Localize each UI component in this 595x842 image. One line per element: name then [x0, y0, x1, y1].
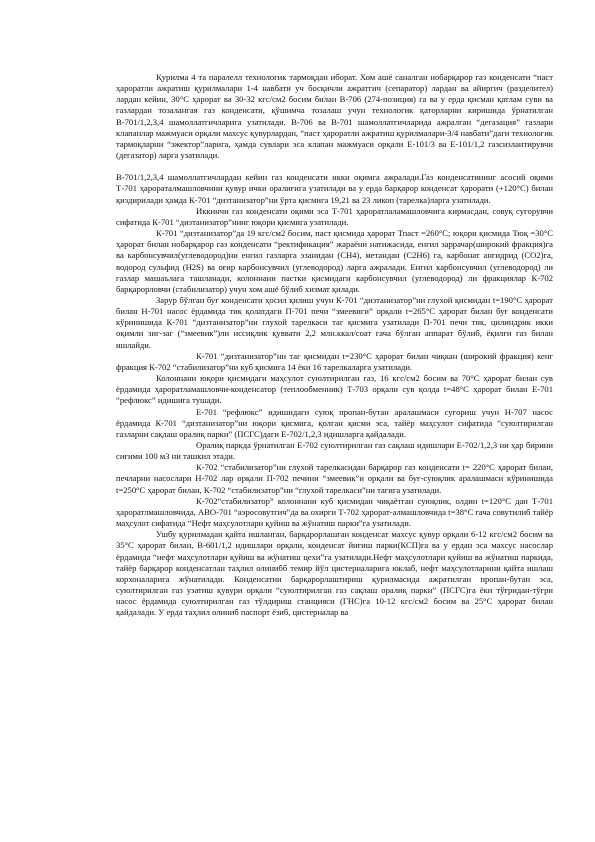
paragraph-12: Ушбу қурилмадан қайта ишланган, барқарорлашган конденсат махсус қувур орқали 6-12 кгс/см2 босим ва 35°С ҳарорат билан, В-601/1,2 идишлари орқали, конденсат йиғиш парки(КСП)га ва у ердан эса махсус насослар ёрдамида “нефт маҳсулотлари қуйиш ва жўнатиш цехи”га узатилади.Нефт маҳсулотлари қуйиш ва жўнатиш паркида, тайёр барқарор конденсатлан таҳлил олинибб темир йўл цистерналарига юклаб, нефт маҳсулотларини қайта ишлаш корхоналарига жўнатилади. Конденсатни барқарорлаштириш қурилмасида ажратилган пропан-бутан эса, суюлтирилган газ узатиш қувури орқали “суюлтирилган газ сақлаш оралиқ парки” (ПСГС)га ёки тўғридан-тўғри насос ёрдамида суюлтирилган газ тўлдириш станцияси (ГНС)га 10-12 кгс/см2 босим ва 25°С ҳарорат билан қайдалади. У ерда таҳлил олиниб паспорт ёзиб, цистерналар ва: [116, 529, 553, 618]
paragraph-3: Иккинчи газ конденсати оқими эса Т-701 ҳароратлаламашловчига кирмасдан, совуқ суғорувчи сифатида К-701 “дизтанизатор”нинг юқори қисмига узатилади.: [116, 205, 553, 227]
paragraph-7: Колоннани юқори қисмидаги маҳсулот суюлтирилган газ, 16 кгс/см2 босим ва 70°С ҳарорат билан сув ёрдамида ҳароратламашловчи-конденсатор (теплообменник) Т-703 орқали сув қолда t=48°С ҳарорат билан Е-701 “рефлюкс” идишига тушади.: [116, 373, 553, 406]
paragraph-5: Зарур бўлган буғ конденсати ҳосил қилиш учун К-701 “дизтанизатор”ни глухой қисмидан t=190°С ҳарорат билан Н-701 насос ёрдамида тик қолатдаги П-701 печи “змеевиги” орқали t=265°С ҳарорат билан буғ конденсати кўринишида К-701 “дизтанизатор”ни глухой тарелкаси таг қисмига узатилади П-701 печи тик, цилиндрик икки оқимли зиг-заг (“змеевик”)ли иссиқлик қуввати 2,2 млн.ккал/соат гача бўлган аппарат бўлиб, ёқилғи газ билан ишлайди.: [116, 294, 553, 350]
paragraph-6: К-701 “дизтанизатор”ни таг қисмидан t=230°С ҳарорат билан чиқкан (широкий фракция) кенг фракция К-702 “стабилизатор”ни куб қисмига 14 ёки 16 тарелкаларга узатилади.: [116, 350, 553, 372]
paragraph-11: К-702“стабилизатор” колоннани куб қисмидан чиқаётган суюқлик, олдин t=120°С дан Т-701 ҳароратлмашловчида, АВО-701 “аэросовутгич”да ва охирги Т-702 ҳарорат-алмашловчида t=38°С гача совутилиб тайёр маҳсулот сифатида “Нефт маҳсулотлари қуйиш ва жўнатиш парки”га узатилади.: [116, 495, 553, 529]
paragraph-8: Е-701 “рефлюкс” идишидаги суюқ пропан-бутан аралашмаси суғориш учун Н-707 насос ёрдамида К-701 “дизтанизатор”ни юқори қисмига, қолган қисми эса, тайёр маҳсулот сифатида “суюлтирилган газларни сақлаш оралиқ парки” (ПСГС)даги Е-702/1,2,3 идишларга қайдалади.: [116, 406, 553, 439]
paragraph-9: Оралиқ паркда ўрнатилган Е-702 суюлтирилган газ сақлаш идишлари Е-702/1,2,3 ни ҳар бирини сиғими 100 м3 ни ташкил этади.: [116, 440, 553, 462]
paragraph-2: В-701/1,2,3,4 шамоллатгичлардан кейин газ конденсати икки оқимга ажралади.Газ конденсатининг асосий оқими Т-701 ҳарораталмашловчини қувур ички оралиғига узатилади ва у ерда барқарор конденсат ҳарорати (+120°С) билан қиздирилади ҳамда К-701 “дизтанизатор”ни ўрта қисмига 19,21 ва 23 ликоп (тарелка)ларга узатилади.: [116, 172, 553, 205]
paragraph-1: Қурилма 4 та паралелл технологик тармоқдан иборат. Хом ашё саналган нобарқарор газ конденсати “паст ҳароратли ажратиш қурилмалари 1-4 навбати уч босқичли ажратгич (сепаратор) лардан ва айиргич (разделител) лардан кейин, 30°С ҳарорат ва 30-32 кгс/см2 босим билан В-706 (274-позиция) га ва у ерда қисман қатлам суви ва газлардан тозалангая газ конденсати, қўшимча тозалаш учун технологик қаторларни киришида ўрнатилган В-701/1,2,3,4 шамоллатгичларига узатилади. В-706 ва В-701 шамоллатгичларида ажралган “дегазация” газлари клапанлар мажмуаси орқали махсус қувурлардан, “паст ҳароратли ажратиш қурилмалари-3/4 навбати”даги технологик тармоқларни “эжектор”ларига, ҳамда сувлари эса клапан мажмуаси орқали Е-101/3 ва Е-101/1,2 газсизлантирувчи (дегазатор) ларга узатилади.: [116, 72, 553, 161]
paragraph-4: К-701 “дизтанизатор”да 19 кгс/см2 босим, паст қисмида ҳарорат Тпаст =260°С; юқори қисмида Тюқ =30°С ҳарорат билан нобарқарор газ конденсати “ректификация” жараёни натижасида, енгил заррачар(широкий фракция)га ва карбонсувчил(углеводород)ни енгил газларга эзанидан (СН4), метандан (С2Н6) га, карбонат ангидрид (СО2)га, водород сульфид (Н2S) ва оғир карбонсувчил (углеводород) ларга ажралади. Енгил карбонсувчил (углеводород) ли газлар машаълага ташланади, колоннани пастки қисмидаги карбонсувчил (углеводород) ли фракциялар К-702 барқарорловчи (стабилизатор) учун хом ашё бўлиб хизмат қилади.: [116, 228, 553, 294]
paragraph-10: К-702 “стабилизатор”ни глухой тарелкасидан барқарор газ конденсати t= 220°С ҳарорат билан, печларни насослари Н-702 лар орқали П-702 печини “змеевик”и орқали ва буғ-суюқлик аралашмаси кўринишида t=250°С ҳарорат билан, К-702 “стабилизатор”ни “глухой тарелкаси”ни тагига узатилади.: [116, 462, 553, 495]
